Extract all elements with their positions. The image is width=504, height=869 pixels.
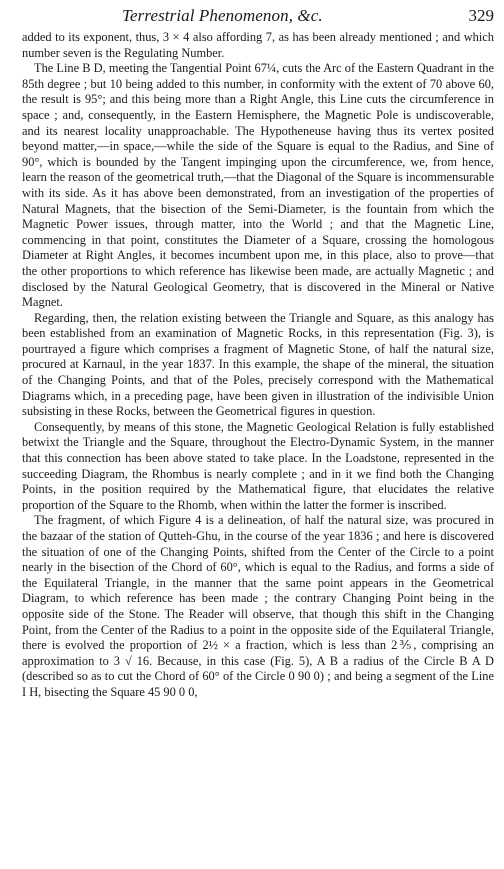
page-number: 329 (468, 6, 494, 25)
page-header (22, 4, 494, 26)
paragraph-5: The fragment, of which Figure 4 is a delineation, of half the natural size, was procured in the bazaar of the station of Qutteh-Ghu, in the course of the year 1836 ; and here is discovered the situation of one of the Changing Points, shifted from the Center of the Circle to a point nearly in the bisection of the Chord of 60°, which is equal to the Radius, and forms a side of the Equilateral Triangle, in the manner that the same point appears in the Geometrical Diagram, to which reference has been made ; the contrary Changing Point being in the opposite side of the Stone. The Reader will observe, that though this shift in the Changing Point, from the Center of the Radius to a point in the opposite side of the Equilateral Triangle, there is evolved the proportion of 2½ × a fraction, which is less than 2⅗, comprising an approximation to 3 √ 16. Because, in this case (Fig. 5), A B a radius of the Circle B A D (described so as to cut the Chord of 60° of the Circle 0 90 0) ; and being a segment of the Line I H, bisecting the Square 45 90 0 0, (22, 513, 494, 699)
running-title: Terrestrial Phenomenon, &c. (122, 6, 323, 25)
paragraph-3: Regarding, then, the relation existing between the Triangle and Square, as this analogy has been established from an examination of Magnetic Rocks, in this representation (Fig. 3), is pourtrayed a figure which comprises a fragment of Magnetic Stone, of half the natural size, procured at Karnaul, in the year 1837. In this example, the shape of the mineral, the situation of the Changing Points, and that of the Poles, precisely correspond with the Mathematical Diagrams which, in a preceding page, have been given in illustration of the indivisible Union subsisting in these Rocks, between the Geometrical figures in question. (22, 310, 494, 419)
paragraph-2: The Line B D, meeting the Tangential Point 67¼, cuts the Arc of the Eastern Quadrant in the 85th degree ; but 10 being added to this number, in conformity with the extent of 70 above 60, the result is 95°; and this being more than a Right Angle, this Line cuts the circumference in space ; and, consequently, in the Eastern Hemisphere, the Magnetic Pole is undiscoverable, and its nearest locality unapproachable. The Hypotheneuse having thus its vertex posited beyond matter,—in space,—while the side of the Square is equal to the Radius, and Sine of 90°, which is bounded by the Tangent impinging upon the circumference, we, from hence, learn the reason of the geometrical truth,—that the Diagonal of the Square is incommensurable with its side. As it has above been demonstrated, from an investigation of the properties of Natural Magnets, that the bisection of the Semi-Diameter, is the fountain from which the Magnetic Power issues, through matter, into the World ; and that the Magnetic Line, commencing in that point, constitutes the Diameter of a Square, crossing the homologous Diameter at Right Angles, it becomes incumbent upon me, in this place, also to prove—that the other proportions to which reference has likewise been made, are actually Magnetic ; and disclosed by the Natural Geological Geometry, that is discovered in the Mineral or Native Magnet. (22, 61, 494, 310)
paragraph-4: Consequently, by means of this stone, the Magnetic Geological Relation is fully established betwixt the Triangle and the Square, throughout the Electro-Dynamic System, in the manner that this connection has been above stated to take place. In the Loadstone, represented in the succeeding Diagram, the Rhombus is nearly complete ; and in it we find both the Changing Points, in the position required by the Mathematical figure, that elucidates the relative proportion of the Square to the Rhomb, when within the latter the former is inscribed. (22, 419, 494, 512)
body-text (22, 30, 494, 701)
paragraph-1: added to its exponent, thus, 3 × 4 also affording 7, as has been already mentioned ; and which number seven is the Regulating Number. (22, 30, 494, 60)
